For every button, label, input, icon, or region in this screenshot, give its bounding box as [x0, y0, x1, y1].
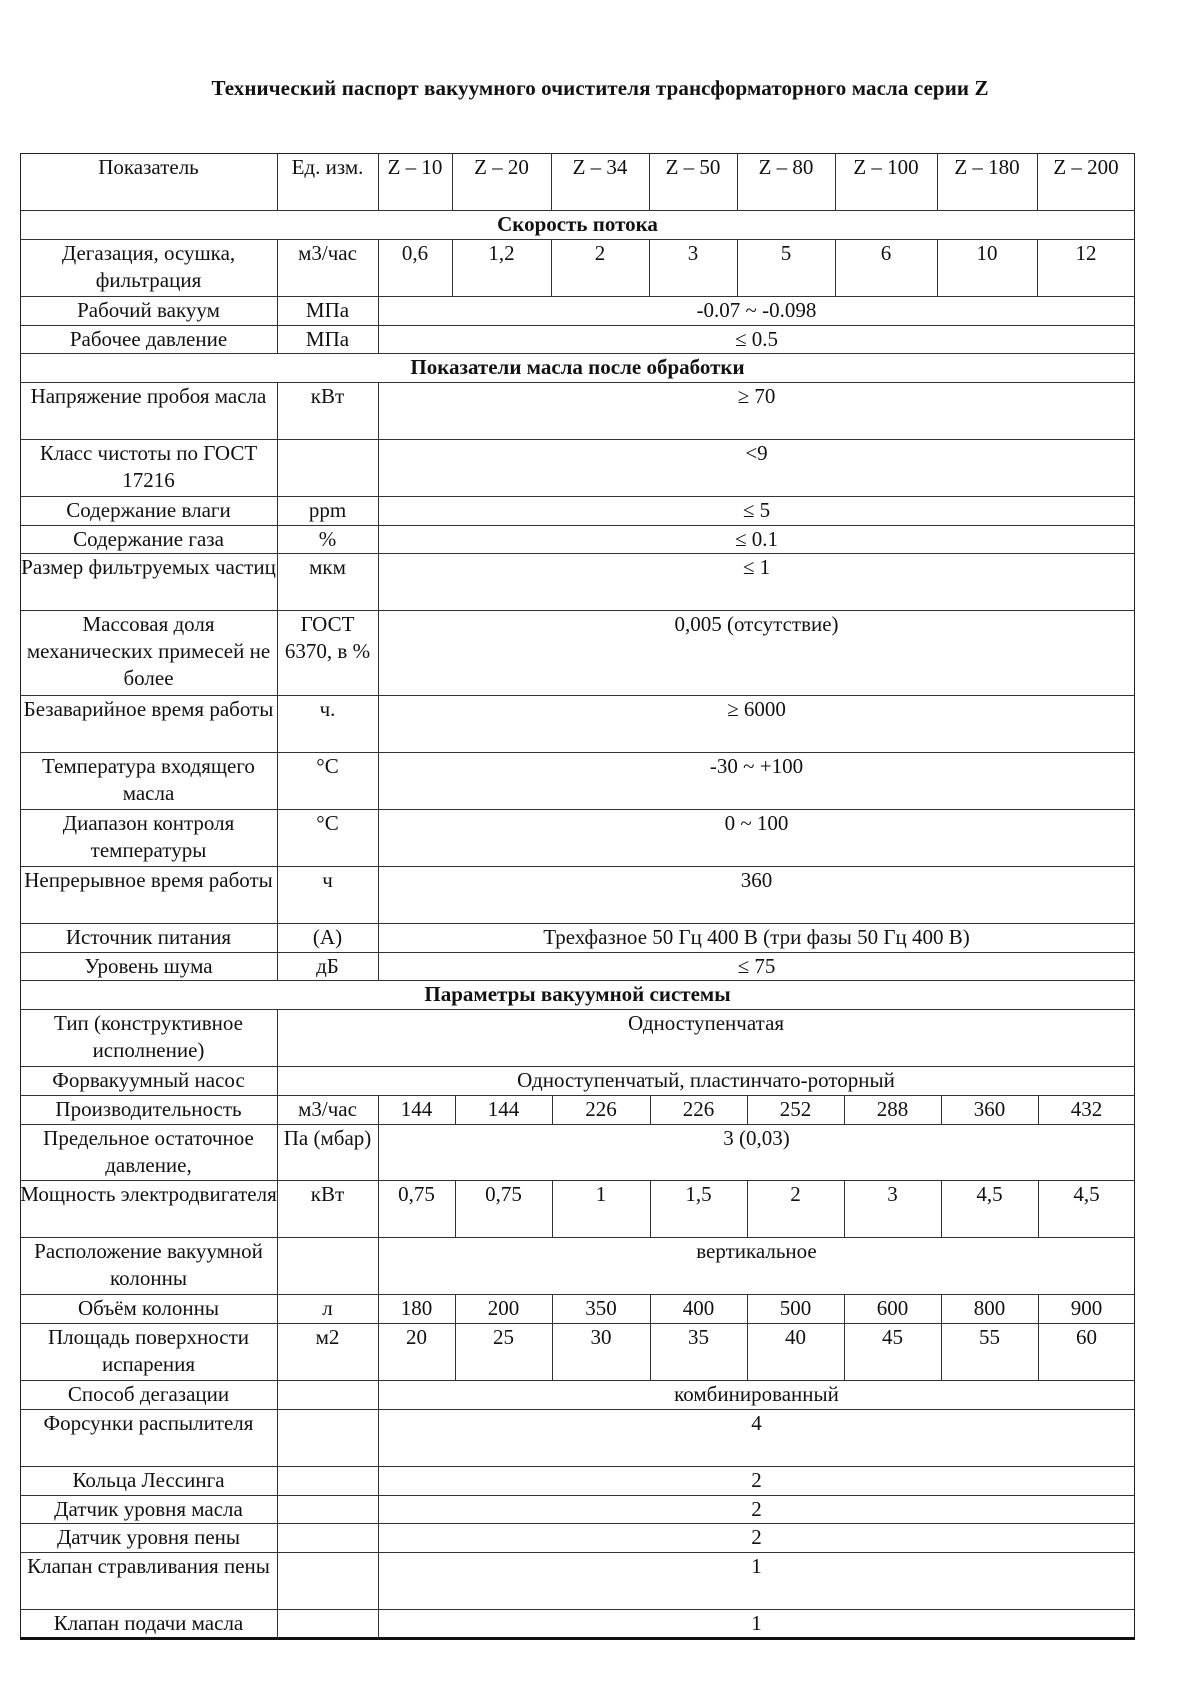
header-model: Z – 50 — [665, 155, 721, 179]
column-divider — [1038, 1323, 1039, 1380]
parameter-value: ≥ 70 — [737, 384, 776, 408]
column-divider — [937, 153, 938, 210]
column-divider — [277, 923, 278, 952]
parameter-name: Способ дегазации — [67, 1382, 230, 1406]
model-value: 0,75 — [398, 1182, 435, 1206]
parameter-unit: ppm — [308, 498, 347, 522]
parameter-name: Мощность электродвигателя — [20, 1182, 277, 1206]
column-divider — [277, 439, 278, 496]
header-model: Z – 180 — [954, 155, 1020, 179]
column-divider — [1038, 1294, 1039, 1323]
column-divider — [455, 1323, 456, 1380]
model-value: 1,5 — [685, 1182, 712, 1206]
parameter-value: комбинированный — [674, 1382, 839, 1406]
model-value: 226 — [585, 1097, 617, 1121]
column-divider — [277, 1009, 278, 1066]
model-value: 4,5 — [976, 1182, 1003, 1206]
column-divider — [277, 296, 278, 325]
parameter-value: ≤ 1 — [742, 555, 771, 579]
column-divider — [747, 1294, 748, 1323]
parameter-value: 3 (0,03) — [723, 1126, 790, 1150]
parameter-name: Датчик уровня пены — [56, 1525, 240, 1549]
parameter-name: Рабочее давление — [69, 327, 228, 351]
parameter-unit: ч — [322, 868, 333, 892]
model-value: 40 — [785, 1325, 806, 1349]
parameter-name: Источник питания — [65, 925, 232, 949]
model-value: 10 — [976, 241, 998, 265]
column-divider — [835, 239, 836, 296]
column-divider — [552, 1095, 553, 1124]
column-divider — [844, 1095, 845, 1124]
column-divider — [277, 239, 278, 296]
model-value: 252 — [779, 1097, 812, 1121]
model-value: 55 — [979, 1325, 1000, 1349]
parameter-unit: м3/час — [298, 241, 357, 265]
column-divider — [650, 1180, 651, 1237]
column-divider — [747, 1180, 748, 1237]
model-value: 200 — [487, 1296, 520, 1320]
column-divider — [551, 153, 552, 210]
parameter-unit — [277, 1380, 378, 1409]
header-model: Z – 200 — [1053, 155, 1119, 179]
parameter-unit: МПа — [305, 327, 350, 351]
parameter-unit: МПа — [305, 298, 350, 322]
column-divider — [1038, 1180, 1039, 1237]
parameter-value: 2 — [751, 1525, 762, 1549]
model-value: 900 — [1070, 1296, 1103, 1320]
parameter-name: Содержание влаги — [66, 498, 231, 522]
column-divider — [747, 1323, 748, 1380]
model-value: 5 — [780, 241, 792, 265]
model-value: 0,75 — [485, 1182, 522, 1206]
model-value: 0,6 — [401, 241, 429, 265]
parameter-name: Размер фильтруемых частиц — [21, 555, 276, 579]
parameter-unit — [277, 439, 378, 496]
column-divider — [844, 1294, 845, 1323]
model-value: 4,5 — [1073, 1182, 1100, 1206]
parameter-name: Расположение вакуумной колонны — [34, 1239, 263, 1290]
column-divider — [941, 1180, 942, 1237]
parameter-name: Площадь поверхности испарения — [48, 1325, 249, 1376]
parameter-unit — [277, 1523, 378, 1552]
column-divider — [737, 239, 738, 296]
parameter-name: Массовая доля механических примесей не более — [26, 612, 271, 690]
column-divider — [277, 1466, 278, 1495]
model-value: 360 — [973, 1097, 1006, 1121]
column-divider — [455, 1180, 456, 1237]
parameter-name: Дегазация, осушка, фильтрация — [61, 241, 236, 292]
column-divider — [277, 866, 278, 923]
column-divider — [277, 1380, 278, 1409]
parameter-name: Уровень шума — [84, 954, 213, 978]
model-value: 180 — [400, 1296, 433, 1320]
model-value: 20 — [406, 1325, 427, 1349]
header-model: Z – 20 — [474, 155, 529, 179]
parameter-unit: ГОСТ 6370, в % — [284, 612, 371, 663]
column-divider — [277, 1180, 278, 1237]
parameter-name: Безаварийное время работы — [23, 697, 274, 721]
parameter-name: Напряжение пробоя масла — [30, 384, 267, 408]
parameter-name: Кольца Лессинга — [72, 1468, 225, 1492]
parameter-value: Одноступенчатый, пластинчато-роторный — [517, 1068, 895, 1092]
parameter-value: <9 — [745, 441, 768, 465]
column-divider — [941, 1323, 942, 1380]
column-divider — [649, 239, 650, 296]
model-value: 288 — [876, 1097, 909, 1121]
parameter-name: Предельное остаточное давление, — [43, 1126, 254, 1177]
model-value: 2 — [790, 1182, 801, 1206]
column-divider — [277, 952, 278, 980]
section-header: Скорость потока — [497, 212, 658, 236]
column-divider — [937, 239, 938, 296]
model-value: 1 — [595, 1182, 607, 1206]
parameter-value: 0,005 (отсутствие) — [674, 612, 839, 636]
parameter-value: 360 — [740, 868, 773, 892]
parameter-unit: м3/час — [298, 1097, 357, 1121]
model-value: 3 — [687, 241, 699, 265]
parameter-value: вертикальное — [696, 1239, 817, 1263]
model-value: 500 — [779, 1296, 812, 1320]
model-value: 2 — [594, 241, 606, 265]
column-divider — [844, 1180, 845, 1237]
parameter-value: ≤ 0.5 — [734, 327, 779, 351]
model-value: 432 — [1070, 1097, 1103, 1121]
parameter-unit: °C — [316, 754, 339, 778]
parameter-value: 2 — [751, 1497, 762, 1521]
parameter-unit — [277, 1466, 378, 1495]
parameter-unit: кВт — [310, 1182, 345, 1206]
parameter-name: Форвакуумный насос — [52, 1068, 245, 1092]
section-header: Показатели масла после обработки — [410, 355, 745, 379]
column-divider — [277, 1495, 278, 1523]
parameter-unit: кВт — [310, 384, 345, 408]
column-divider — [1038, 1095, 1039, 1124]
column-divider — [737, 153, 738, 210]
column-divider — [844, 1323, 845, 1380]
section-header: Параметры вакуумной системы — [424, 982, 731, 1006]
parameter-unit: % — [318, 527, 337, 551]
header-parameter: Показатель — [98, 155, 199, 179]
parameter-name: Форсунки распылителя — [43, 1411, 254, 1435]
header-unit: Ед. изм. — [291, 155, 364, 179]
model-value: 6 — [880, 241, 892, 265]
model-value: 3 — [887, 1182, 898, 1206]
parameter-unit: (А) — [312, 925, 343, 949]
header-model: Z – 34 — [572, 155, 628, 179]
model-value: 144 — [400, 1097, 433, 1121]
column-divider — [277, 695, 278, 752]
column-divider — [277, 1523, 278, 1552]
parameter-value: ≤ 75 — [737, 954, 776, 978]
column-divider — [277, 752, 278, 809]
column-divider — [277, 553, 278, 610]
parameter-value: Трехфазное 50 Гц 400 В (три фазы 50 Гц 400 В) — [543, 925, 970, 949]
column-divider — [277, 153, 278, 210]
column-divider — [551, 239, 552, 296]
model-value: 12 — [1075, 241, 1097, 265]
model-value: 60 — [1076, 1325, 1097, 1349]
column-divider — [277, 1409, 278, 1466]
model-value: 144 — [487, 1097, 520, 1121]
parameter-value: Одноступенчатая — [627, 1011, 785, 1035]
column-divider — [277, 382, 278, 439]
parameter-value: ≥ 6000 — [727, 697, 786, 721]
column-divider — [452, 153, 453, 210]
parameter-name: Непрерывное время работы — [24, 868, 273, 892]
column-divider — [277, 1552, 278, 1609]
column-divider — [1037, 239, 1038, 296]
model-value: 226 — [682, 1097, 715, 1121]
parameter-unit: дБ — [316, 954, 339, 978]
parameter-value: 1 — [751, 1554, 762, 1578]
column-divider — [277, 325, 278, 353]
parameter-unit — [277, 1495, 378, 1523]
column-divider — [941, 1294, 942, 1323]
model-value: 35 — [688, 1325, 709, 1349]
model-value: 45 — [882, 1325, 903, 1349]
column-divider — [277, 1124, 278, 1180]
parameter-value: 4 — [751, 1411, 762, 1435]
model-value: 800 — [973, 1296, 1006, 1320]
column-divider — [650, 1323, 651, 1380]
parameter-value: 1 — [751, 1611, 762, 1635]
column-divider — [277, 1237, 278, 1294]
column-divider — [649, 153, 650, 210]
column-divider — [455, 1095, 456, 1124]
column-divider — [277, 1095, 278, 1124]
column-divider — [835, 153, 836, 210]
parameter-name: Датчик уровня масла — [54, 1497, 243, 1521]
column-divider — [455, 1294, 456, 1323]
header-model: Z – 100 — [853, 155, 919, 179]
parameter-value: -30 ~ +100 — [709, 754, 804, 778]
column-divider — [552, 1180, 553, 1237]
parameter-unit: Па (мбар) — [283, 1126, 372, 1150]
parameter-name: Рабочий вакуум — [77, 298, 220, 322]
parameter-name: Объём колонны — [78, 1296, 219, 1320]
parameter-value: -0.07 ~ -0.098 — [696, 298, 817, 322]
column-divider — [552, 1323, 553, 1380]
parameter-value: ≤ 5 — [742, 498, 771, 522]
parameter-value: ≤ 0.1 — [734, 527, 779, 551]
model-value: 600 — [876, 1296, 909, 1320]
column-divider — [277, 1609, 278, 1638]
parameter-unit: м2 — [315, 1325, 340, 1349]
header-model: Z – 10 — [387, 155, 443, 179]
parameter-unit — [277, 1237, 378, 1294]
model-value: 25 — [493, 1325, 514, 1349]
parameter-unit: ч. — [319, 697, 336, 721]
model-value: 30 — [590, 1325, 612, 1349]
parameter-unit — [277, 1409, 378, 1466]
column-divider — [277, 610, 278, 695]
column-divider — [650, 1294, 651, 1323]
column-divider — [941, 1095, 942, 1124]
parameter-name: Клапан подачи масла — [53, 1611, 244, 1635]
column-divider — [277, 1294, 278, 1323]
column-divider — [277, 1323, 278, 1380]
column-divider — [650, 1095, 651, 1124]
column-divider — [277, 525, 278, 553]
parameter-unit — [277, 1552, 378, 1609]
parameter-name: Температура входящего масла — [42, 754, 255, 805]
column-divider — [277, 809, 278, 866]
parameter-name: Класс чистоты по ГОСТ 17216 — [39, 441, 258, 492]
parameter-unit: мкм — [309, 555, 346, 579]
parameter-name: Клапан стравливания пены — [27, 1554, 270, 1578]
model-value: 1,2 — [488, 241, 515, 265]
model-value: 400 — [682, 1296, 715, 1320]
parameter-name: Тип (конструктивное исполнение) — [54, 1011, 243, 1062]
column-divider — [1037, 153, 1038, 210]
column-divider — [552, 1294, 553, 1323]
model-value: 350 — [585, 1296, 617, 1320]
parameter-unit — [277, 1609, 378, 1638]
header-model: Z – 80 — [758, 155, 814, 179]
column-divider — [277, 496, 278, 525]
parameter-name: Содержание газа — [73, 527, 224, 551]
column-divider — [277, 1066, 278, 1095]
column-divider — [747, 1095, 748, 1124]
parameter-name: Диапазон контроля температуры — [62, 811, 235, 862]
parameter-name: Производительность — [55, 1097, 242, 1121]
document-title: Технический паспорт вакуумного очистителя трансформаторного масла серии Z — [211, 76, 989, 100]
parameter-unit: л — [322, 1296, 333, 1320]
parameter-unit: °C — [316, 811, 339, 835]
parameter-value: 0 ~ 100 — [724, 811, 789, 835]
column-divider — [452, 239, 453, 296]
parameter-value: 2 — [751, 1468, 762, 1492]
